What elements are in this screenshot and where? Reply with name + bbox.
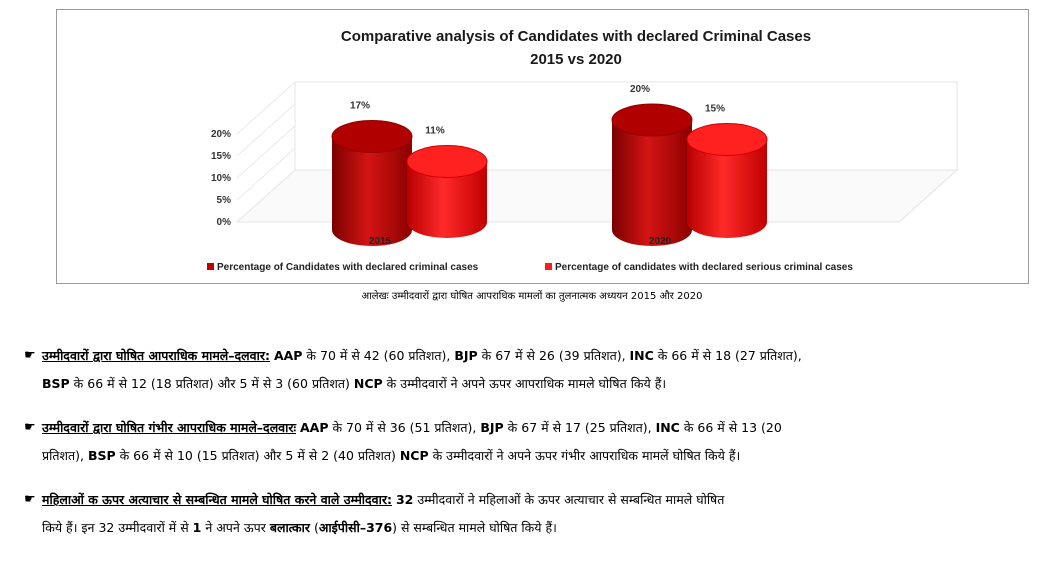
legend-label: Percentage of candidates with declared serious criminal cases	[555, 262, 853, 273]
grid-line	[237, 104, 295, 156]
bold-text: आईपीसी–376	[318, 520, 393, 535]
text-run: के 70 में से 36 (51 प्रतिशत),	[328, 420, 481, 435]
text-run: उम्मीदवारों ने महिलाओं के ऊपर अत्याचार से सम्बन्धित मामले घोषित	[413, 492, 725, 507]
bar-chart	[57, 10, 1028, 283]
data-label: 11%	[425, 125, 445, 137]
text-run: के 70 में से 42 (60 प्रतिशत),	[302, 348, 455, 363]
x-tick-label: 2020	[648, 236, 672, 247]
bar-top	[687, 124, 767, 156]
y-tick-label: 15%	[210, 151, 231, 162]
text-run: के 66 में से 10 (15 प्रतिशत) और 5 में से 2 (40 प्रतिशत)	[115, 448, 400, 463]
text-run: के 67 में से 17 (25 प्रतिशत),	[503, 420, 656, 435]
text-run: प्रतिशत),	[42, 448, 88, 463]
bold-text: BJP	[454, 348, 478, 363]
x-tick-label: 2015	[368, 236, 392, 247]
bold-text: बलात्कार	[269, 520, 311, 535]
grid-line	[237, 126, 295, 178]
bullet-line	[42, 370, 1044, 398]
bar-top	[332, 121, 412, 153]
text-run: के उम्मीदवारों ने अपने ऊपर आपराधिक मामले घोषित किये हैं।	[382, 376, 667, 391]
chart-subtitle: 2015 vs 2020	[530, 51, 622, 68]
bold-text: NCP	[353, 376, 383, 391]
legend-label: Percentage of Candidates with declared criminal cases	[217, 262, 479, 273]
y-tick-label: 0%	[216, 217, 231, 228]
chart-frame	[56, 9, 1029, 284]
bullet-line	[42, 486, 1044, 514]
text-run: के 67 में से 26 (39 प्रतिशत),	[477, 348, 630, 363]
legend	[207, 262, 853, 273]
text-run: के 66 में से 13 (20	[679, 420, 782, 435]
text-run: ) से सम्बन्धित मामले घोषित किये हैं।	[392, 520, 557, 535]
pointing-hand-icon: ☛	[24, 348, 36, 363]
bullet-text	[42, 414, 1044, 470]
y-axis	[211, 129, 231, 228]
pointing-hand-icon: ☛	[24, 492, 36, 507]
y-tick-label: 5%	[216, 195, 231, 206]
bullet-line	[42, 442, 1044, 470]
bold-text: INC	[655, 420, 680, 435]
grid-line	[237, 82, 295, 134]
text-run: किये हैं। इन 32 उम्मीदवारों में से	[42, 520, 193, 535]
y-tick-label: 20%	[210, 129, 231, 140]
bullet-heading: महिलाओं क ऊपर अत्याचार से सम्बन्धित मामले घोषित करने वाले उम्मीदवार:	[42, 492, 392, 507]
bullet-heading: उम्मीदवारों द्वारा घोषित आपराधिक मामले–दलवार:	[42, 348, 270, 363]
bullet-line	[42, 342, 1044, 370]
bold-text: BSP	[87, 448, 116, 463]
bold-text: BJP	[480, 420, 504, 435]
data-label: 15%	[704, 103, 726, 115]
bullet-line	[42, 514, 1044, 542]
bar-top	[612, 104, 692, 136]
y-tick-label: 10%	[210, 173, 231, 184]
bold-text: NCP	[399, 448, 429, 463]
text-run: (	[310, 520, 319, 535]
bold-text: AAP	[299, 420, 329, 435]
bold-text: 1	[192, 520, 202, 535]
chart-caption: आलेखः उम्मीदवारों द्वारा घोषित आपराधिक मामलों का तुलनात्मक अध्ययन 2015 और 2020	[361, 291, 703, 302]
bold-text: AAP	[273, 348, 303, 363]
bold-text: INC	[629, 348, 654, 363]
bullet-line	[42, 414, 1044, 442]
chart-title: Comparative analysis of Candidates with declared Criminal Cases	[340, 28, 812, 45]
bullet-text	[42, 342, 1044, 398]
data-label: 20%	[629, 84, 651, 95]
bar-top	[407, 146, 487, 178]
legend-swatch	[545, 263, 552, 270]
pointing-hand-icon: ☛	[24, 420, 36, 435]
bold-text: BSP	[42, 376, 70, 391]
bullet-text	[42, 486, 1044, 542]
text-run: के उम्मीदवारों ने अपने ऊपर गंभीर आपराधिक मामलें घोषित किये हैं।	[428, 448, 741, 463]
bold-text: 32	[395, 492, 414, 507]
bullet-heading: उम्मीदवारों द्वारा घोषित गंभीर आपराधिक मामले–दलवारः	[42, 420, 296, 435]
legend-swatch	[207, 263, 214, 270]
text-run: ने अपने ऊपर	[201, 520, 270, 535]
text-run: के 66 में से 12 (18 प्रतिशत) और 5 में से 3 (60 प्रतिशत)	[69, 376, 354, 391]
bar	[612, 120, 692, 246]
data-label: 17%	[349, 100, 371, 112]
text-run: के 66 में से 18 (27 प्रतिशत),	[653, 348, 802, 363]
